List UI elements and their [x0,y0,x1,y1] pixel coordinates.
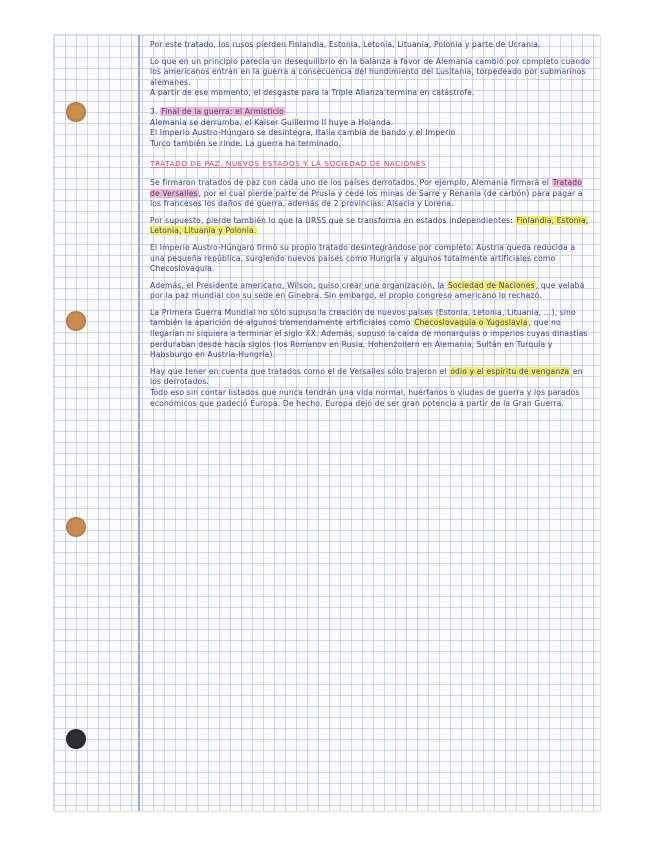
text: Por supuesto, pierde también lo que la URSS que se transforma en estados independientes: [150,215,513,225]
text: Se firmaron tratados de paz con cada uno de los países derrotados. Por ejemplo, Alemania firmará el [150,177,549,187]
binder-hole [66,729,86,749]
highlight-pink: Tratado de Versalles [150,177,583,198]
section-number: 3. [150,106,158,116]
section-3-line: Alemania se derrumba, el Kaiser Guillermo II huye a Holanda. [150,117,394,127]
paragraph: A partir de ese momento, el desgaste para la Triple Alianza termina en catástrofe. [150,88,475,98]
highlight-yellow: Sociedad de Naciones [447,280,535,290]
paragraph: El Imperio Austro-Húngaro firmó su propio tratado desintegrándose por completo. Austria queda reducida a una pequeña república, surgiendo nuevos países como Hungría y algunos totalmente artificiales como Checoslovaquia. [150,242,576,274]
binder-hole [66,517,86,537]
section-3-heading [150,107,590,118]
paragraph [150,367,590,388]
binder-hole [66,102,86,122]
handwritten-notes [150,40,590,415]
section-3-line: Turco también se rinde. La guerra ha terminado. [150,138,341,148]
highlight-yellow: Checoslovaquia o Yugoslavia [414,318,528,328]
paragraph: Lo que en un principio parecía un desequilibrio en la balanza a favor de Alemania cambió por completo cuando los americanos entran en la guerra a consecuencia del hundimiento del Lusitania, torpedeado por submarinos alemanes. [150,56,591,87]
text: Además, el Presidente americano, Wilson, quiso crear una organización, la [150,280,445,290]
paragraph: Todo eso sin contar listados que nunca tendrán una vida normal, huérfanos o viudas de guerra y los parados económicos que padeció Europa. De hecho, Europa dejó de ser gran potencia a partir de la Gran Guerra. [150,388,580,408]
paragraph [150,216,590,237]
highlight-yellow: Finlandia, Estonia, Letonia, Lituania y Polonia. [150,215,589,236]
section-3-title: Final de la guerra: el Armisticio [161,106,284,116]
text: La Primera Guerra Mundial no sólo supuso la creación de nuevos países (Estonia, Letonia, Lituania, ...), sino también la aparición de algunos tremendamente artificiales como [150,307,576,328]
text: , que no llegarían ni siquiera a terminar el siglo XX. Además, supuso la caída de monarquías o imperios cuyas dinastías perduraban desde hacía siglos (los Romanov en Rusia, Hohenzollern en Alemania, Sultán en Turquía y Habsburgo en Austria-Hungría). [150,318,588,360]
paragraph [150,308,590,361]
text: , que velaba por la paz mundial con su sede en Ginebra. Sin embargo, el propio congreso americano lo rechazó. [150,280,585,301]
section-3 [150,107,590,149]
section-heading: TRATADO DE PAZ, NUEVOS ESTADOS Y LA SOCIEDAD DE NACIONES [150,159,427,169]
paragraph [150,178,590,210]
highlight-yellow: odio y el espíritu de venganza [450,366,570,376]
margin-line [138,35,140,811]
text: en los derrotados. [150,366,583,387]
text: , por el cual pierde parte de Prusia y cede los minas de Sarre y Renania (de carbón) para pagar a los franceses los daños de guerra, además de 2 provincias: Alsacia y Lorena. [150,188,583,209]
text: Hay que tener en cuenta que tratados como el de Versalles sólo trajeron el [150,366,447,376]
paragraph: Por este tratado, los rusos pierden Finlandia, Estonia, Letonia, Lituania, Polonia y parte de Ucrania. [150,40,541,49]
binder-hole [66,311,86,331]
section-3-line: El Imperio Austro-Húngaro se desintegra, Italia cambia de bando y el Imperio [150,128,456,138]
paragraph [150,281,590,302]
